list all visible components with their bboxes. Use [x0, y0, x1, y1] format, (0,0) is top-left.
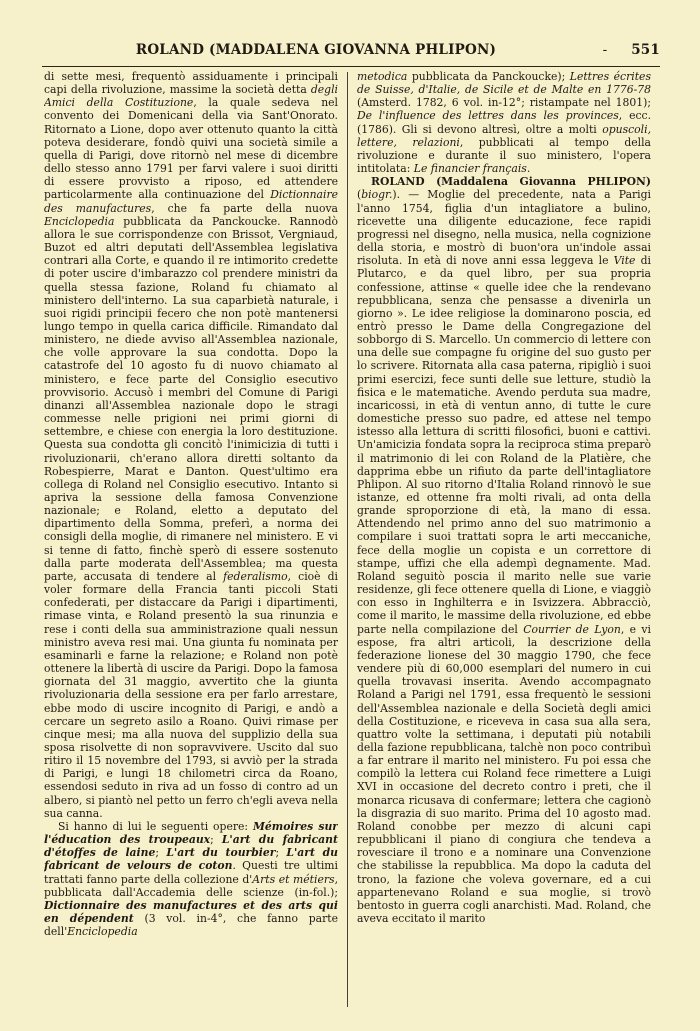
text-run: ; [275, 846, 287, 860]
text-run: , ecc. (1786). Gli si devono altresì, oltre a molti [357, 109, 651, 136]
text-run: di sette mesi, frequentò assiduamente i principali capi della rivoluzione, massime la società detta [44, 70, 338, 97]
header-rule [42, 66, 660, 67]
text-run: (Amsterd. 1782, 6 vol. in-12°; ristampate nel 1801); [357, 96, 651, 110]
text-run: Lettres écrites de Suisse, d'Italie, de Sicile et de Malte en 1776-78 [357, 70, 651, 97]
text-run: ROLAND (Maddalena Giovanna PHLIPON) [371, 175, 651, 189]
text-run: Le financier français [413, 162, 527, 176]
text-run: Si hanno di lui le seguenti opere: [58, 819, 253, 833]
left-column [44, 70, 338, 1010]
text-run: opuscoli, lettere, relazioni [357, 122, 651, 149]
text-run: degli Amici della Costituzione [44, 83, 338, 110]
text-run: , pubblicati al tempo della rivoluzione e durante il suo ministero, l'opera intitolata: [357, 135, 651, 176]
text-run: . [526, 162, 531, 176]
text-run: , che fa parte della nuova [151, 201, 338, 215]
page-number: 551 [631, 42, 660, 58]
text-run: Dictionnaire des manufactures et des arts qui en dépendent [44, 898, 338, 925]
text-run: , e vi espose, fra altri articoli, la descrizione della federazione lionese del 30 maggio 1790, che fece vendere più di 60,000 esemplari del numero in cui quella trovavasi inserita. Avendo accompagnato Roland a Parigi nel 1791, essa frequentò le sessioni dell'Assemblea nazionale e della Società degli amici della Costituzione, e riceveva in casa sua alla sera, quattro volte la settimana, i deputati più notabili della fazione repubblicana, talchè non poco contribuì a far entrare il marito nel ministero. Fu poi essa che compilò la lettera cui Roland fece rimettere a Luigi XVI in occasione del decreto contro i preti, che il monarca ricusava di confermare; lettera che cagionò la disgrazia di suo marito. Prima del 10 agosto mad. Roland conobbe per mezzo di alcuni capi repubblicani il piano di congiura che tendeva a rovesciare il trono e a nominare una Convenzione che stabilisse la repubblica. Ma dopo la caduta del trono, la fazione che voleva governare, ed a cui appartenevano Roland e sua moglie, si trovò bentosto in guerra cogli anarchisti. Mad. Roland, che aveva eccitato il marito [357, 622, 651, 925]
text-run: Dictionnaire des manufactures [44, 188, 338, 215]
right-column [357, 70, 651, 1010]
paragraph-roland-works [44, 820, 338, 938]
paragraph-roland-jean-continued [44, 70, 338, 820]
entry-roland-maddalena [357, 175, 651, 925]
header-separator: - [602, 42, 608, 58]
text-run: metodica [357, 70, 408, 83]
text-run: L'art du tourbier [166, 846, 276, 860]
text-run: ; [155, 846, 167, 860]
text-run: Mémoires sur l'éducation des troupeaux [44, 819, 338, 847]
column-divider [347, 72, 348, 1007]
text-run: , cioè di voler formare della Francia tanti piccoli Stati confederati, per distaccare da Parigi i dipartimenti, rimase vinta, e Roland presentò la sua rinunzia e rese i conti della sua amministrazione quali nessun ministro aveva resi mai. Una giunta fu nominata per esaminarli e farne la relazione; e Roland non potè ottenere la libertà di uscire da Parigi. Dopo la famosa giornata del 31 maggio, avvertito che la giunta rivoluzionaria della sessione era per farlo arrestare, ebbe modo di uscire incognito di Parigi, e andò a cercare un segreto asilo a Roano. Quivi rimase per cinque mesi; ma alla nuova del supplizio della sua sposa risolvette di non sopravvivere. Uscito dal suo ritiro il 15 novembre del 1793, si avviò per la strada di Parigi, e lungi 18 chilometri circa da Roano, essendosi seduto in riva ad un fosso di contro ad un albero, si piantò nel petto un ferro ch'egli aveva nella sua canna. [44, 569, 338, 820]
text-run: ( [357, 188, 362, 202]
text-run: ). — Moglie del precedente, nata a Parigi l'anno 1754, figlia d'un intagliatore a bulino, ricevette una diligente educazione, fece rapidi progressi nel disegno, nella musica, nella cognizione della storia, e mostrò di buon'ora un'indole assai risoluta. In età di nove anni essa leggeva le [357, 188, 651, 268]
text-run: L'art du fabricant d'étoffes de laine [44, 833, 338, 860]
text-run: Enciclopedia [44, 214, 115, 228]
text-run: pubblicata da Panckoucke. Rannodò allora le sue corrispondenze con Brissot, Vergniaud, Buzot ed altri deputati dell'Assemblea legislativa contrari alla Corte, e quando il re intimorito credette di poter uscire d'imbarazzo col prendere ministri da quella stessa fazione, Roland fu chiamato al ministero dell'interno. La sua caparbietà naturale, i suoi rigidi principii fecero che non potè mantenersi lungo tempo in quella carica difficile. Rimandato dal ministero, ne diede avviso all'Assemblea nazionale, che volle approvare la sua condotta. Dopo la catastrofe del 10 agosto fu di nuovo chiamato al ministero, e fece parte del Consiglio esecutivo provvisorio. Accusò i membri del Comune di Parigi dinanzi all'Assemblea nazionale dopo le stragi commesse nelle prigioni nei primi giorni di settembre, e chiese con energia la loro destituzione. Questa sua condotta gli concitò l'inimicizia di tutti i rivoluzionarii, ch'erano allora diretti soltanto da Robespierre, Marat e Danton. Quest'ultimo era collega di Roland nel Consiglio esecutivo. Intanto si apriva la sessione della famosa Convenzione nazionale; e Roland, eletto a deputato del dipartimento della Somma, preferì, a norma dei consigli della moglie, di rimanere nel ministero. E vi si tenne di fatto, finchè sperò di essere sostenuto dalla parte moderata dell'Assemblea; ma questa parte, accusata di tendere al [44, 214, 338, 583]
text-run: , la quale sedeva nel convento dei Domenicani della via Sant'Onorato. Ritornato a Lione, dopo aver ottenuto quanto la città poteva desiderare, fondò quivi una società simile a quella di Parigi, dove ritornò nel mese di dicembre dello stesso anno 1791 per farvi valere i suoi diritti di essere provvisto a riposo, ed attendere particolarmente alla continuazione del [44, 96, 338, 202]
text-run: biogr. [361, 188, 393, 202]
text-run: Vite [613, 254, 636, 268]
text-run: ; [210, 833, 222, 847]
running-header [42, 42, 660, 62]
text-run: . Questi tre ultimi trattati fanno parte della collezione d' [44, 859, 338, 886]
text-run: De l'influence des lettres dans les provinces [357, 109, 619, 123]
text-run: Arts et métiers [252, 872, 335, 886]
text-run: Courrier de Lyon [523, 622, 621, 636]
text-run: federalismo [223, 569, 288, 583]
paragraph-works-continued [357, 70, 651, 175]
header-title: ROLAND (MADDALENA GIOVANNA PHLIPON) [135, 42, 497, 58]
text-run: di Plutarco, e da quel libro, per sua propria confessione, attinse « quelle idee che la rendevano repubblicana, senza che pensasse a divenirla un giorno ». Le idee religiose la dominarono poscia, ed entrò presso le Dame della Congregazione del sobborgo di S. Marcello. Un commercio di lettere con una delle sue compagne fu origine del suo gusto per lo scrivere. Ritornata alla casa paterna, ripigliò i suoi primi esercizi, fece sunti delle sue letture, studiò la fisica e le matematiche. Avendo perduta sua madre, incaricossi, in età di ventun anno, di tutte le cure domestiche presso suo padre, ed attese nel tempo istesso alla lettura di scritti filosofici, buoni e cattivi. Un'amicizia fondata sopra la reciproca stima preparò il matrimonio di lei con Roland de la Platière, che dapprima ebbe un rifiuto da parte dell'intagliatore Phlipon. Al suo ritorno d'Italia Roland rinnovò le sue istanze, ed ottenne fra molti rivali, ad onta della grande sproporzione di età, la mano di essa. Attendendo nel primo anno del suo matrimonio a compilare i suoi trattati sopra le arti meccaniche, fece della moglie un copista e un correttore di stampe, uffizi che ella adempì degnamente. Mad. Roland seguitò poscia il marito nelle sue varie residenze, gli fece ottenere quella di Lione, e viaggiò con esso in Inghilterra e in Isvizzera. Abbracciò, come il marito, le massime della rivoluzione, ed ebbe parte nella compilazione del [357, 254, 651, 636]
text-run: (3 vol. in-4°, che fanno parte dell' [44, 912, 338, 939]
text-run: , pubblicata dall'Accademia delle scienze (in-fol.); [44, 872, 338, 899]
text-run: Enciclopedia [67, 925, 138, 939]
text-run: L'art du fabricant de velours de coton [44, 846, 338, 873]
text-run: pubblicata da Panckoucke); [407, 70, 570, 83]
